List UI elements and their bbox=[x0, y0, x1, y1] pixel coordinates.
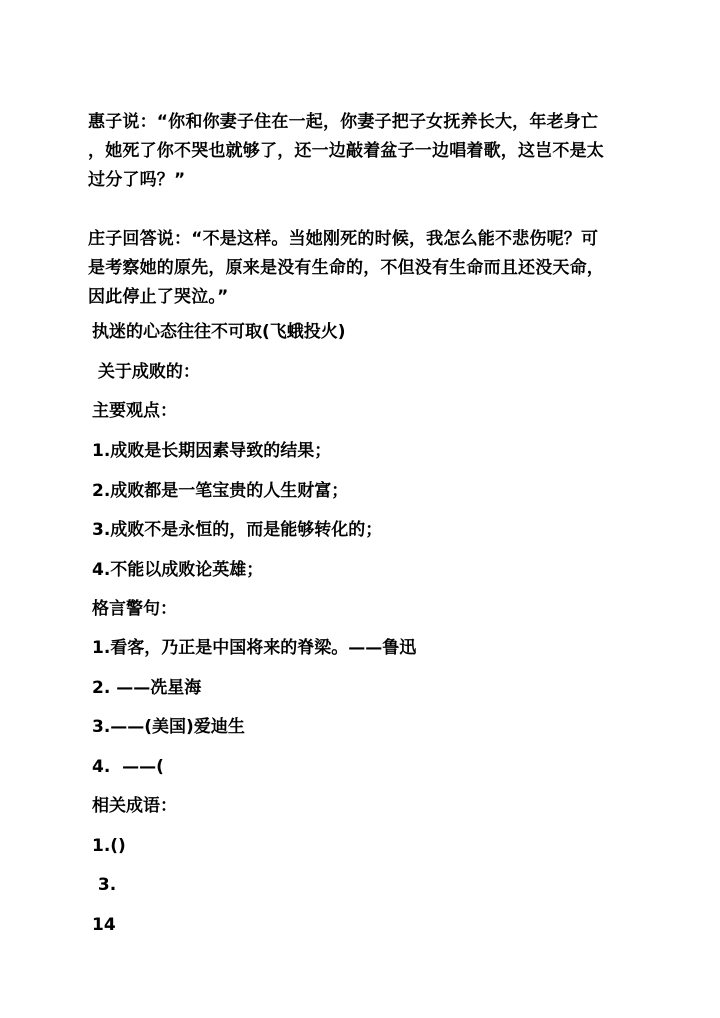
quote-3: 3.——(美国)爱迪生 bbox=[92, 717, 245, 737]
paragraph-line: ，她死了你不哭也就够了，还一边敲着盆子一边唱着歌，这岂不是太 bbox=[88, 141, 604, 161]
paragraph-zhuangzi bbox=[88, 225, 638, 312]
quote-2: 2. ——冼星海 bbox=[92, 678, 202, 698]
paragraph-line: 是考察她的原先，原来是没有生命的，不但没有生命而且还没天命， bbox=[88, 258, 604, 278]
quote-4: 4. ——( bbox=[92, 757, 164, 777]
quote-1: 1.看客，乃正是中国将来的脊梁。——鲁迅 bbox=[92, 638, 417, 658]
text-line-obsession: 执迷的心态往往不可取(飞蛾投火) bbox=[92, 322, 346, 342]
subheading-main-points: 主要观点： bbox=[92, 401, 177, 421]
main-point-2: 2.成败都是一笔宝贵的人生财富； bbox=[92, 481, 349, 501]
paragraph-line: 过分了吗？” bbox=[88, 170, 186, 190]
main-point-3: 3.成败不是永恒的，而是能够转化的； bbox=[92, 520, 383, 540]
main-point-4: 4.不能以成败论英雄； bbox=[92, 560, 264, 580]
paragraph-huizi bbox=[88, 108, 638, 195]
paragraph-line: 因此停止了哭泣。” bbox=[88, 287, 229, 307]
page-number: 14 bbox=[92, 915, 116, 935]
section-heading-success-failure: 关于成败的： bbox=[92, 362, 200, 382]
idiom-1: 1.() bbox=[92, 836, 126, 856]
main-point-1: 1.成败是长期因素导致的结果； bbox=[92, 441, 332, 461]
subheading-idioms: 相关成语： bbox=[92, 796, 177, 816]
paragraph-line: 庄子回答说：“不是这样。当她刚死的时候，我怎么能不悲伤呢？可 bbox=[88, 229, 599, 249]
idiom-3: 3. bbox=[92, 875, 117, 895]
subheading-quotes: 格言警句： bbox=[92, 599, 177, 619]
paragraph-line: 惠子说：“你和你妻子住在一起，你妻子把子女抚养长大，年老身亡 bbox=[88, 112, 599, 132]
